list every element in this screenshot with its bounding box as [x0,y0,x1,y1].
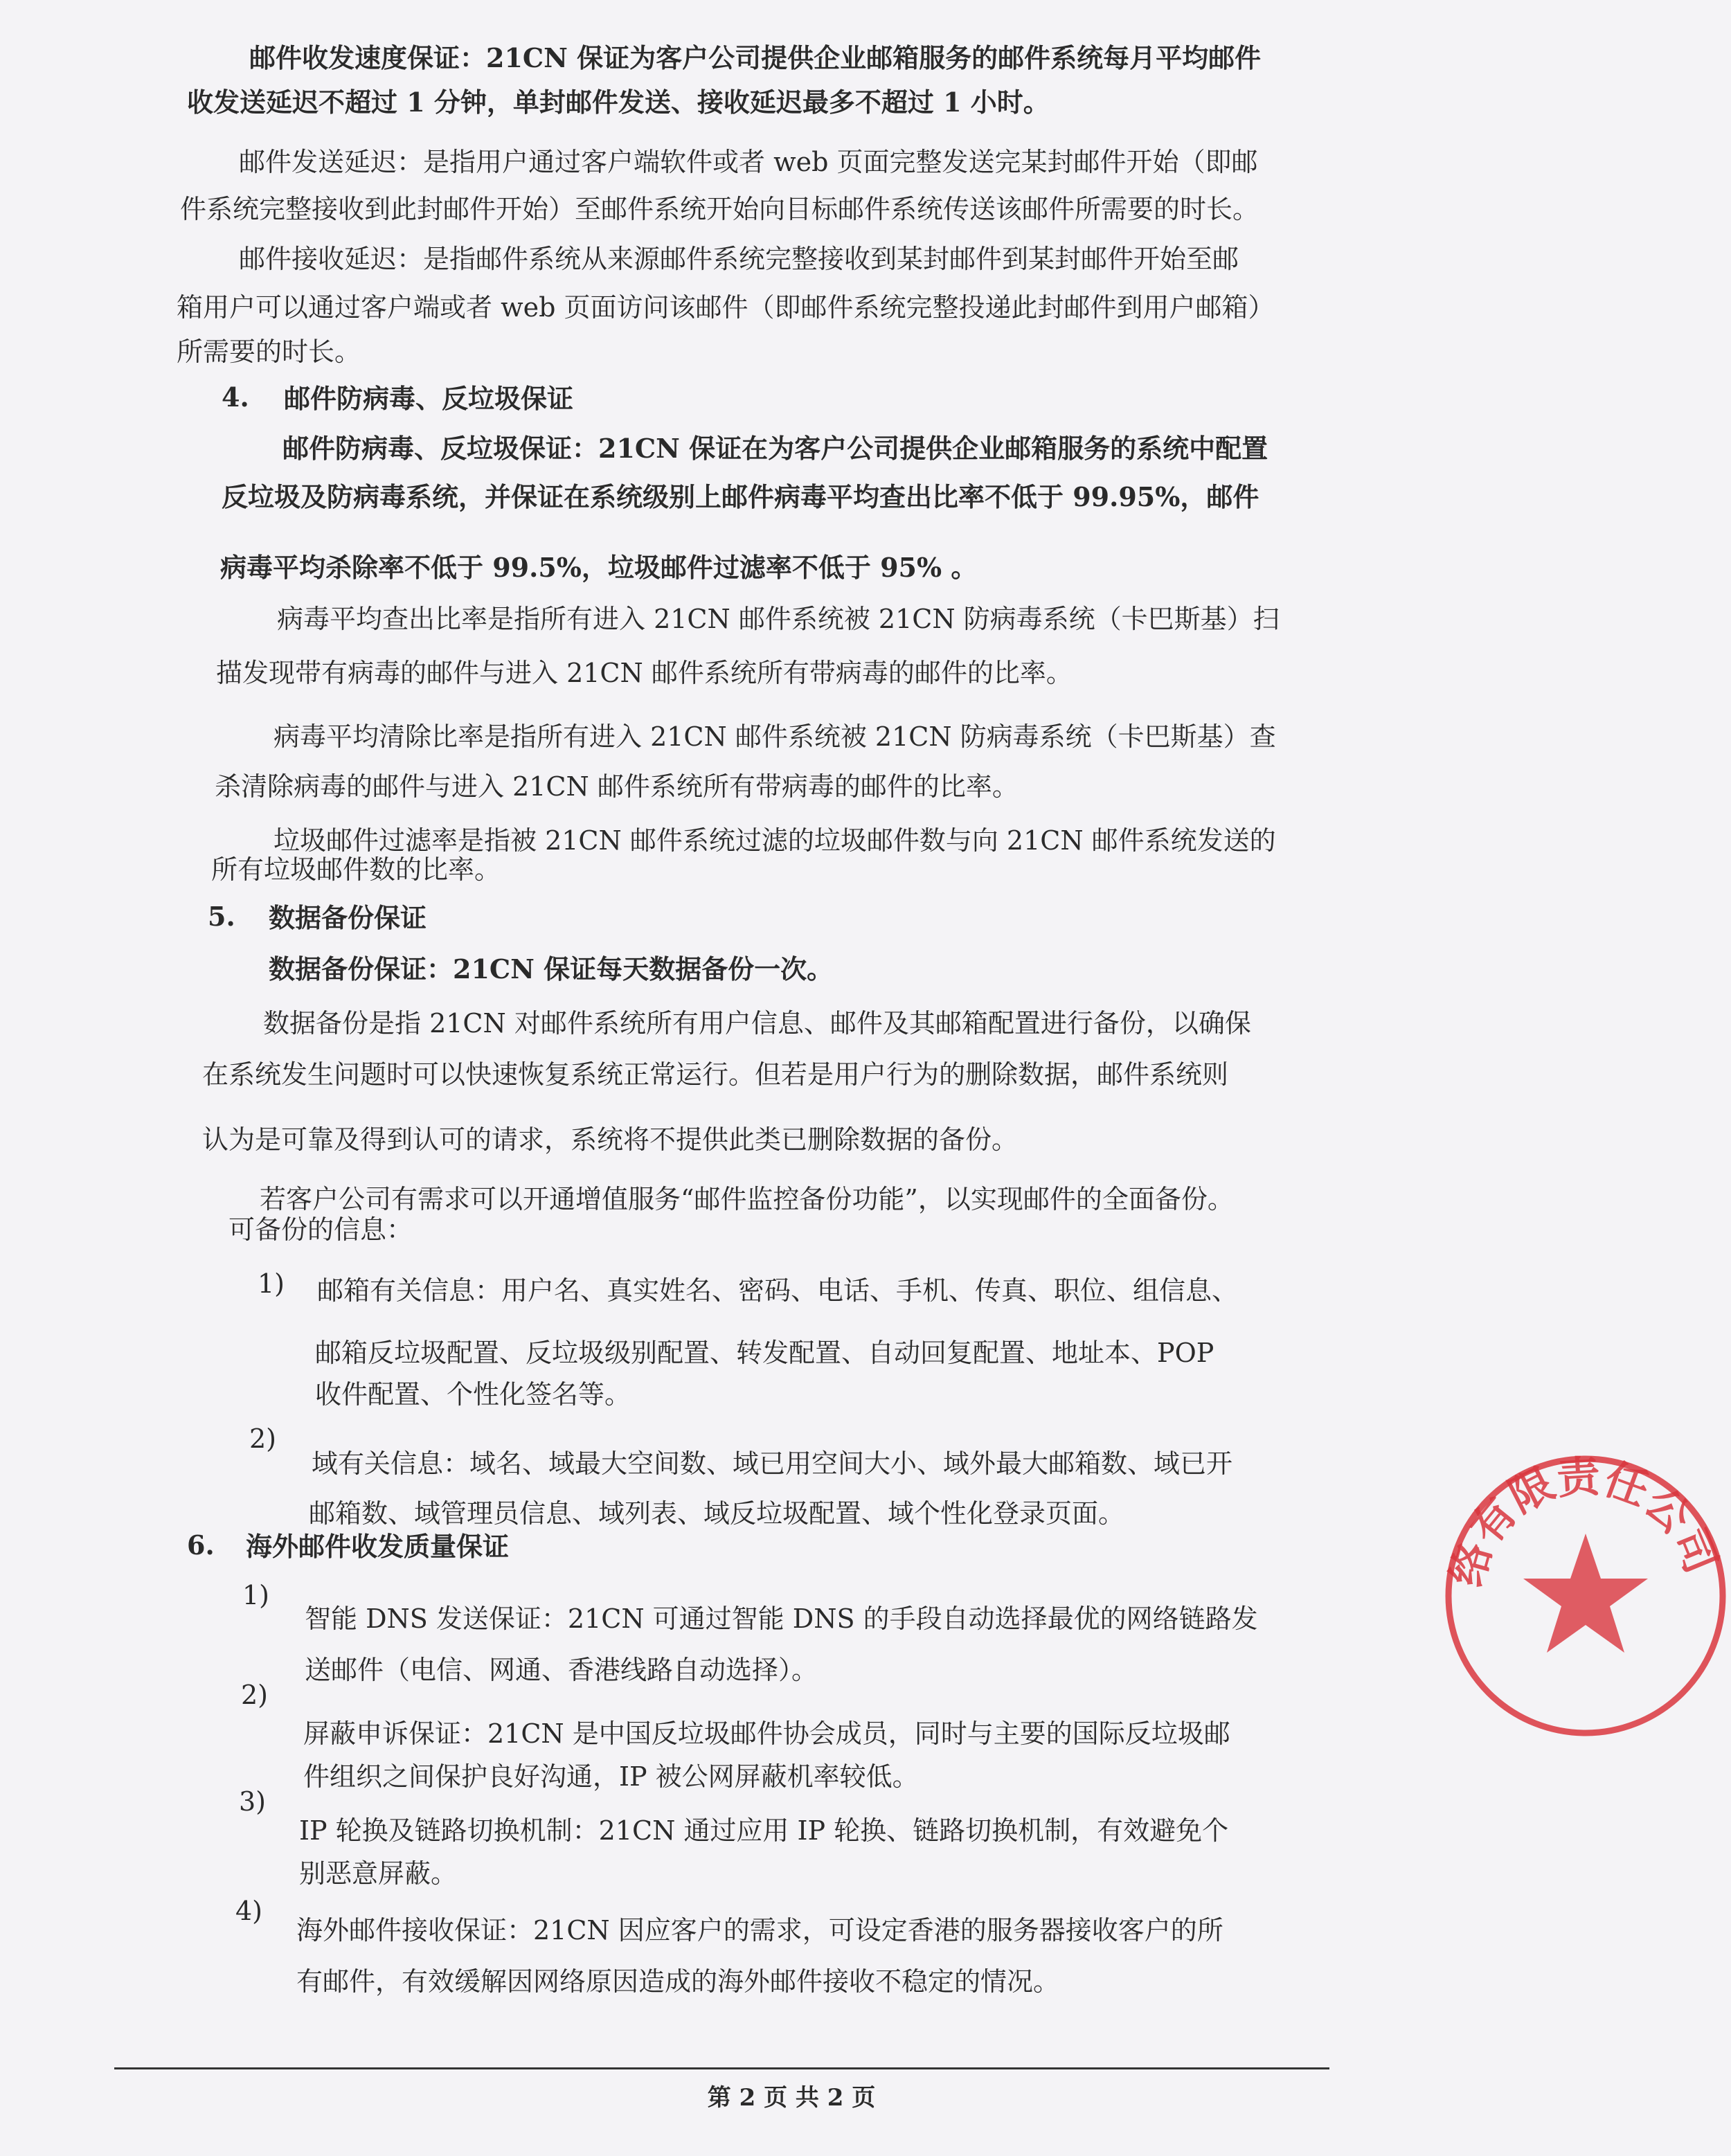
detection-rate-line-1: 病毒平均查出比率是指所有进入 21CN 邮件系统被 21CN 防病毒系统（卡巴斯基）扫 [277,604,1280,634]
overseas-item-1-line-1: 智能 DNS 发送保证：21CN 可通过智能 DNS 的手段自动选择最优的网络链路发 [305,1603,1258,1634]
section-6-heading: 海外邮件收发质量保证 [246,1531,510,1562]
footer-rule [114,2067,1329,2069]
overseas-item-3-number: 3) [239,1786,267,1817]
send-delay-line-2: 件系统完整接收到此封邮件开始）至邮件系统开始向目标邮件系统传送该邮件所需要的时长。 [180,194,1259,224]
spam-filter-line-1: 垃圾邮件过滤率是指被 21CN 邮件系统过滤的垃圾邮件数与向 21CN 邮件系统发送的 [273,825,1276,856]
send-delay-line-1: 邮件发送延迟：是指用户通过客户端软件或者 web 页面完整发送完某封邮件开始（即邮 [239,147,1258,177]
overseas-item-4-line-1: 海外邮件接收保证：21CN 因应客户的需求，可设定香港的服务器接收客户的所 [296,1915,1223,1946]
backup-item-2-line-2: 邮箱数、域管理员信息、域列表、域反垃圾配置、域个性化登录页面。 [309,1498,1125,1529]
section-5-heading: 数据备份保证 [269,902,427,933]
backup-item-1-line-1: 邮箱有关信息：用户名、真实姓名、密码、电话、手机、传真、职位、组信息、 [317,1275,1239,1306]
spam-filter-line-2: 所有垃圾邮件数的比率。 [211,854,501,885]
removal-rate-line-1: 病毒平均清除比率是指所有进入 21CN 邮件系统被 21CN 防病毒系统（卡巴斯基）查 [273,721,1276,752]
backup-desc-line-1: 数据备份是指 21CN 对邮件系统所有用户信息、邮件及其邮箱配置进行备份，以确保 [263,1008,1251,1039]
overseas-item-2-line-2: 件组织之间保护良好沟通，IP 被公网屏蔽机率较低。 [303,1761,919,1792]
antivirus-guarantee-line-1: 邮件防病毒、反垃圾保证：21CN 保证在为客户公司提供企业邮箱服务的系统中配置 [282,433,1268,464]
overseas-item-1-line-2: 送邮件（电信、网通、香港线路自动选择）。 [305,1655,818,1685]
backup-service-line-2: 可备份的信息： [228,1214,413,1245]
backup-desc-line-2: 在系统发生问题时可以快速恢复系统正常运行。但若是用户行为的删除数据，邮件系统则 [202,1059,1229,1090]
antivirus-guarantee-line-2: 反垃圾及防病毒系统，并保证在系统级别上邮件病毒平均查出比率不低于 99.95%，邮件 [222,481,1259,512]
backup-service-line-1: 若客户公司有需求可以开通增值服务“邮件监控备份功能”，以实现邮件的全面备份。 [260,1184,1234,1214]
antivirus-guarantee-line-3: 病毒平均杀除率不低于 99.5%，垃圾邮件过滤率不低于 95% 。 [220,552,978,583]
backup-desc-line-3: 认为是可靠及得到认可的请求，系统将不提供此类已删除数据的备份。 [202,1124,1019,1155]
page-number: 第 2 页 共 2 页 [707,2084,876,2112]
backup-item-1-line-2: 邮箱反垃圾配置、反垃圾级别配置、转发配置、自动回复配置、地址本、POP [315,1338,1214,1368]
removal-rate-line-2: 杀清除病毒的邮件与进入 21CN 邮件系统所有带病毒的邮件的比率。 [215,771,1019,802]
section-4-number: 4. [222,381,249,413]
overseas-item-3-line-1: IP 轮换及链路切换机制：21CN 通过应用 IP 轮换、链路切换机制，有效避免个 [299,1815,1229,1846]
receive-delay-line-1: 邮件接收延迟：是指邮件系统从来源邮件系统完整接收到某封邮件到某封邮件开始至邮 [239,244,1239,274]
section-4-heading: 邮件防病毒、反垃圾保证 [284,383,574,414]
backup-item-1-number: 1) [258,1268,285,1299]
backup-item-1-line-3: 收件配置、个性化签名等。 [315,1379,631,1410]
backup-item-2-number: 2) [249,1423,277,1454]
seal-star-icon [1523,1534,1648,1653]
backup-guarantee-line: 数据备份保证：21CN 保证每天数据备份一次。 [269,953,834,985]
overseas-item-2-line-1: 屏蔽申诉保证：21CN 是中国反垃圾邮件协会成员，同时与主要的国际反垃圾邮 [303,1718,1230,1749]
receive-delay-line-3: 所需要的时长。 [177,336,361,367]
detection-rate-line-2: 描发现带有病毒的邮件与进入 21CN 邮件系统所有带病毒的邮件的比率。 [216,658,1073,688]
speed-guarantee-line-2: 收发送延迟不超过 1 分钟，单封邮件发送、接收延迟最多不超过 1 小时。 [187,87,1050,118]
company-seal [1440,1450,1731,1741]
section-5-number: 5. [208,901,235,932]
receive-delay-line-2: 箱用户可以通过客户端或者 web 页面访问该邮件（即邮件系统完整投递此封邮件到用户邮箱） [177,292,1275,323]
speed-guarantee-line-1: 邮件收发速度保证：21CN 保证为客户公司提供企业邮箱服务的邮件系统每月平均邮件 [249,42,1262,73]
seal-text-path: 络有限责任公司 [1441,1450,1728,1592]
overseas-item-4-number: 4) [235,1896,263,1926]
overseas-item-1-number: 1) [242,1580,270,1610]
overseas-item-3-line-2: 别恶意屏蔽。 [299,1858,458,1889]
overseas-item-4-line-2: 有邮件，有效缓解因网络原因造成的海外邮件接收不稳定的情况。 [296,1966,1060,1997]
overseas-item-2-number: 2) [241,1680,269,1710]
backup-item-2-line-1: 域有关信息：域名、域最大空间数、域已用空间大小、域外最大邮箱数、域已开 [312,1448,1233,1479]
section-6-number: 6. [187,1529,215,1561]
